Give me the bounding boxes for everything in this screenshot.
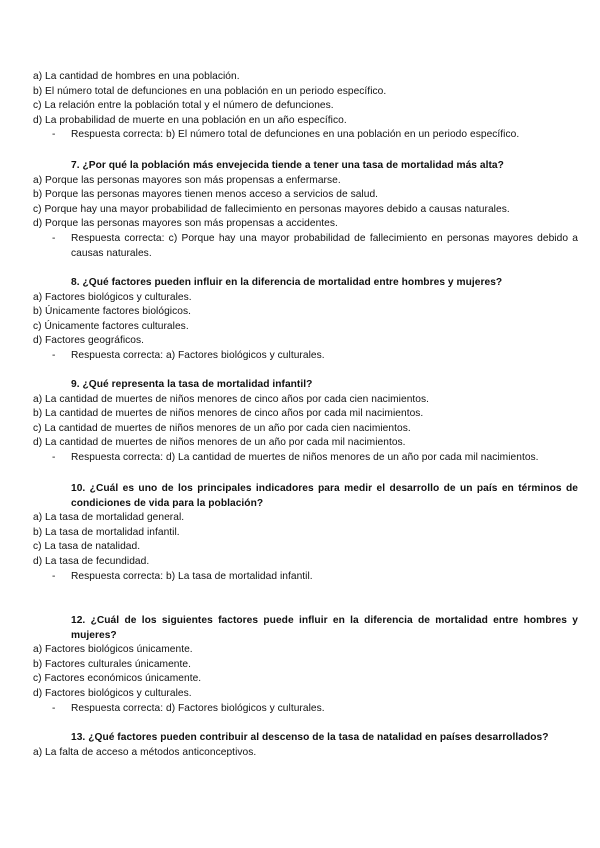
option-7c: c) Porque hay una mayor probabilidad de fallecimiento en personas mayores debido a causas naturales. bbox=[33, 203, 510, 215]
option-9a: a) La cantidad de muertes de niños menores de cinco años por cada cien nacimientos. bbox=[33, 393, 430, 405]
option-12b: b) Factores culturales únicamente. bbox=[33, 658, 191, 670]
option-6b: b) El número total de defunciones en una población en un periodo específico. bbox=[33, 85, 387, 97]
question-13-block bbox=[33, 731, 578, 760]
question-12-block bbox=[33, 614, 578, 716]
answer-6-text: Respuesta correcta: b) El número total de defunciones en una población en un periodo específico. bbox=[71, 129, 520, 141]
option-7d: d) Porque las personas mayores son más propensas a accidentes. bbox=[33, 218, 338, 230]
question-13-title: 13. ¿Qué factores pueden contribuir al descenso de la tasa de natalidad en países desarrollados? bbox=[71, 732, 549, 743]
answer-10 bbox=[33, 570, 578, 585]
question-7-title: 7. ¿Por qué la población más envejecida tiende a tener una tasa de mortalidad más alta? bbox=[71, 160, 504, 171]
question-9-title: 9. ¿Qué representa la tasa de mortalidad infantil? bbox=[71, 379, 313, 390]
answer-7 bbox=[33, 232, 578, 261]
answer-dash: - bbox=[52, 349, 56, 361]
question-10-title: 10. ¿Cuál es uno de los principales indicadores para medir el desarrollo de un país en términos de condiciones de vida para la población? bbox=[71, 483, 578, 509]
answer-12-text: Respuesta correcta: d) Factores biológicos y culturales. bbox=[71, 702, 325, 714]
option-8a: a) Factores biológicos y culturales. bbox=[33, 291, 192, 303]
question-9-block bbox=[33, 378, 578, 466]
option-9c: c) La cantidad de muertes de niños menores de un año por cada cien nacimientos. bbox=[33, 422, 411, 434]
question-10-block bbox=[33, 482, 578, 584]
answer-dash: - bbox=[52, 129, 56, 141]
option-10b: b) La tasa de mortalidad infantil. bbox=[33, 526, 180, 538]
answer-6 bbox=[33, 128, 578, 143]
answer-10-text: Respuesta correcta: b) La tasa de mortalidad infantil. bbox=[71, 570, 313, 582]
question-8-block bbox=[33, 276, 578, 364]
answer-dash: - bbox=[52, 232, 56, 244]
option-12c: c) Factores económicos únicamente. bbox=[33, 673, 202, 685]
question-12-title: 12. ¿Cuál de los siguientes factores puede influir en la diferencia de mortalidad entre hombres y mujeres? bbox=[71, 615, 578, 641]
question-6-block bbox=[33, 70, 578, 143]
option-10a: a) La tasa de mortalidad general. bbox=[33, 512, 185, 524]
answer-9 bbox=[33, 451, 578, 466]
option-9b: b) La cantidad de muertes de niños menores de cinco años por cada mil nacimientos. bbox=[33, 408, 424, 420]
question-7-block bbox=[33, 159, 578, 261]
option-10d: d) La tasa de fecundidad. bbox=[33, 555, 150, 567]
answer-8 bbox=[33, 349, 578, 364]
option-12d: d) Factores biológicos y culturales. bbox=[33, 687, 192, 699]
option-6c: c) La relación entre la población total y el número de defunciones. bbox=[33, 100, 334, 112]
answer-12 bbox=[33, 702, 578, 717]
option-7a: a) Porque las personas mayores son más propensas a enfermarse. bbox=[33, 174, 341, 186]
answer-8-text: Respuesta correcta: a) Factores biológicos y culturales. bbox=[71, 349, 325, 361]
option-8c: c) Únicamente factores culturales. bbox=[33, 320, 189, 332]
option-10c: c) La tasa de natalidad. bbox=[33, 541, 141, 553]
option-6d: d) La probabilidad de muerte en una población en un año específico. bbox=[33, 114, 347, 126]
answer-dash: - bbox=[52, 702, 56, 714]
option-6a: a) La cantidad de hombres en una población. bbox=[33, 71, 240, 82]
option-8b: b) Únicamente factores biológicos. bbox=[33, 306, 191, 318]
answer-9-text: Respuesta correcta: d) La cantidad de muertes de niños menores de un año por cada mil nacimientos. bbox=[71, 451, 539, 463]
option-13a: a) La falta de acceso a métodos anticonceptivos. bbox=[33, 746, 257, 758]
option-12a: a) Factores biológicos únicamente. bbox=[33, 644, 193, 656]
option-8d: d) Factores geográficos. bbox=[33, 335, 145, 347]
option-7b: b) Porque las personas mayores tienen menos acceso a servicios de salud. bbox=[33, 189, 379, 201]
answer-dash: - bbox=[52, 451, 56, 463]
option-9d: d) La cantidad de muertes de niños menores de un año por cada mil nacimientos. bbox=[33, 437, 406, 449]
answer-dash: - bbox=[52, 570, 56, 582]
question-8-title: 8. ¿Qué factores pueden influir en la diferencia de mortalidad entre hombres y mujeres? bbox=[71, 277, 503, 288]
answer-7-text: Respuesta correcta: c) Porque hay una mayor probabilidad de fallecimiento en personas mayores debido a causas naturales. bbox=[71, 232, 578, 259]
